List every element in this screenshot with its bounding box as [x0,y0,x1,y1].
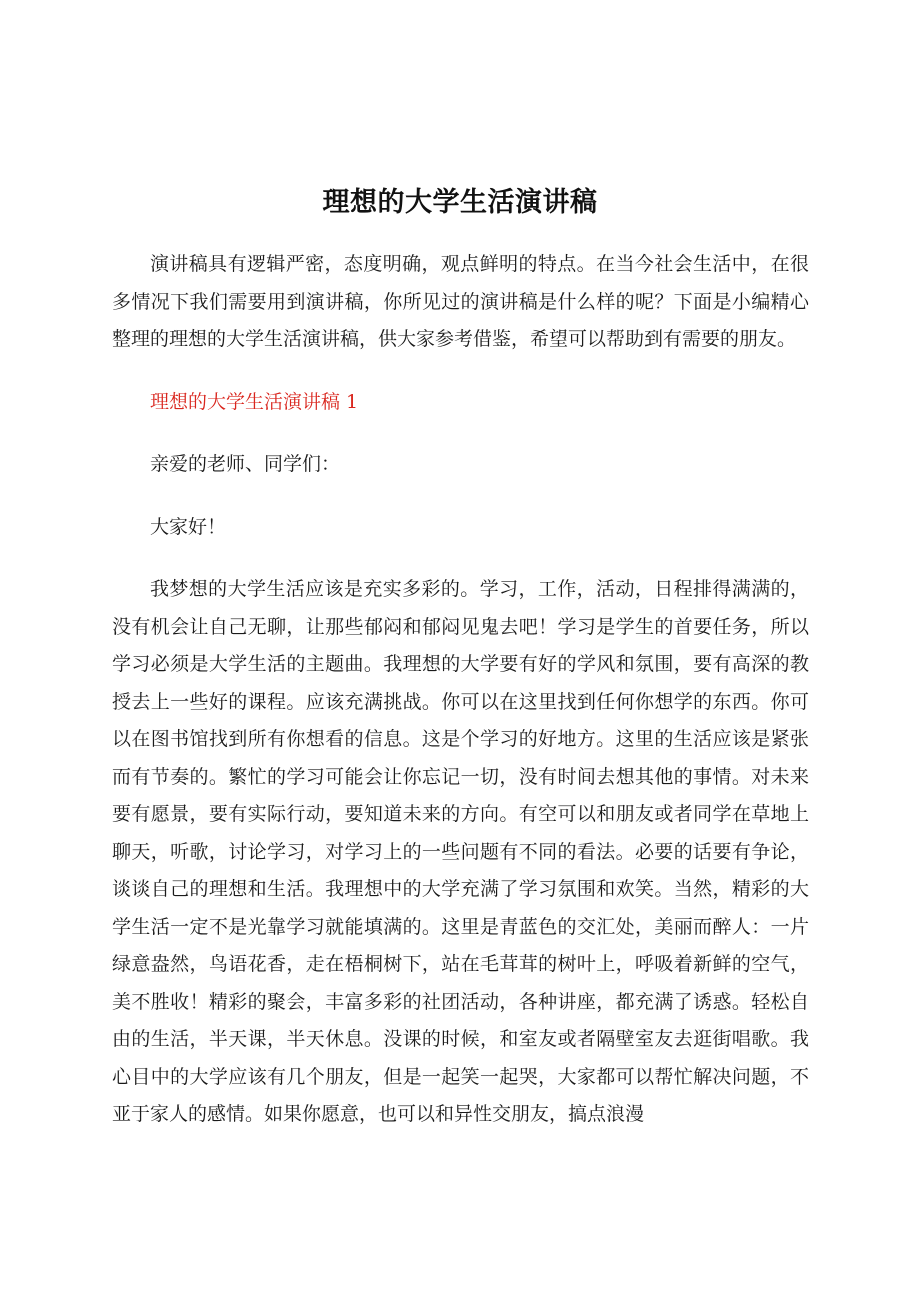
page-title: 理想的大学生活演讲稿 [322,187,598,218]
section-heading: 理想的大学生活演讲稿 1 [150,390,359,413]
hello-line: 大家好！ [150,515,227,538]
greeting-line: 亲爱的老师、同学们： [150,453,341,475]
document-body [112,246,809,1134]
body-paragraph: 我梦想的大学生活应该是充实多彩的。学习，工作，活动，日程排得满满的，没有机会让自己无聊，让那些郁闷和郁闷见鬼去吧！学习是学生的首要任务，所以学习必须是大学生活的主题曲。我理想的大学要有好的学风和氛围，要有高深的教授去上一些好的课程。应该充满挑战。你可以在这里找到任何你想学的东西。你可以在图书馆找到所有你想看的信息。这是个学习的好地方。这里的生活应该是紧张而有节奏的。繁忙的学习可能会让你忘记一切，没有时间去想其他的事情。对未来要有愿景，要有实际行动，要知道未来的方向。有空可以和朋友或者同学在草地上聊天，听歌，讨论学习，对学习上的一些问题有不同的看法。必要的话要有争论，谈谈自己的理想和生活。我理想中的大学充满了学习氛围和欢笑。当然，精彩的大学生活一定不是光靠学习就能填满的。这里是青蓝色的交汇处，美丽而醉人：一片绿意盎然，鸟语花香，走在梧桐树下，站在毛茸茸的树叶上，呼吸着新鲜的空气，美不胜收！精彩的聚会，丰富多彩的社团活动，各种讲座，都充满了诱惑。轻松自由的生活，半天课，半天休息。没课的时候，和室友或者隔壁室友去逛街唱歌。我心目中的大学应该有几个朋友，但是一起笑一起哭，大家都可以帮忙解决问题，不亚于家人的感情。如果你愿意，也可以和异性交朋友，搞点浪漫 [112,578,809,1125]
intro-paragraph: 演讲稿具有逻辑严密，态度明确，观点鲜明的特点。在当今社会生活中，在很多情况下我们需要用到演讲稿，你所见过的演讲稿是什么样的呢？下面是小编精心整理的理想的大学生活演讲稿，供大家参考借鉴，希望可以帮助到有需要的朋友。 [112,253,809,350]
